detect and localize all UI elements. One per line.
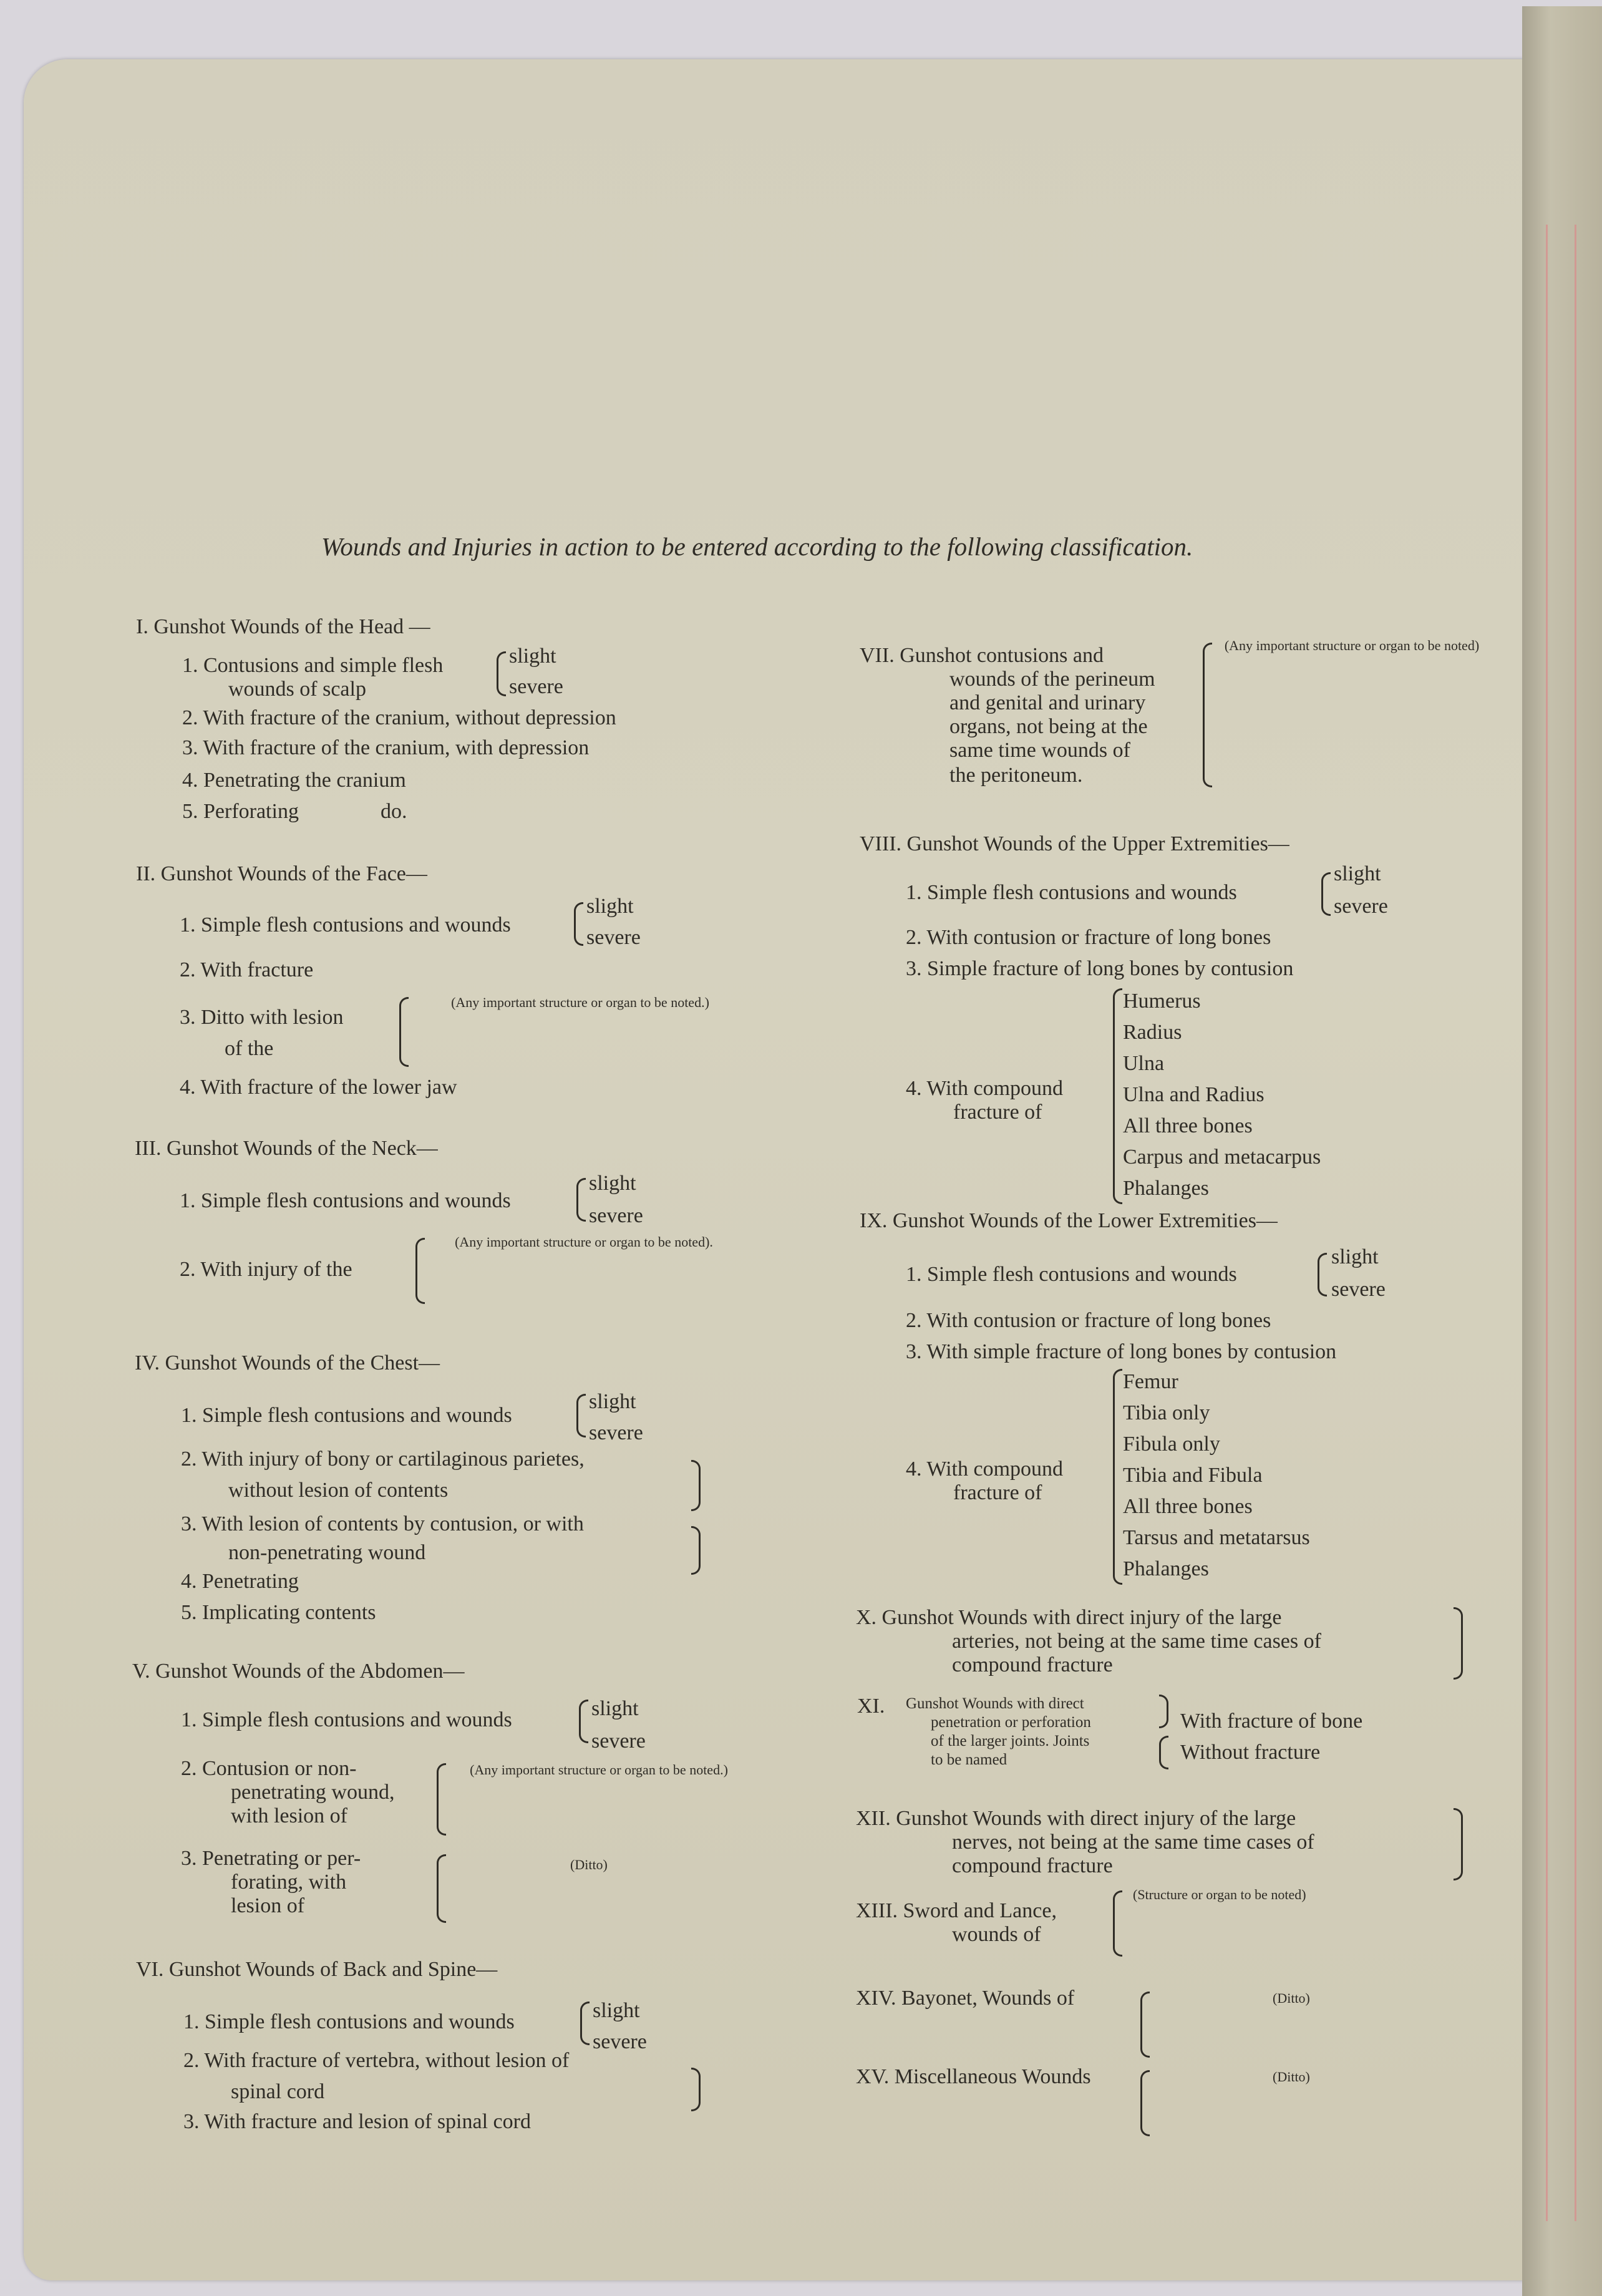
brace xyxy=(437,1854,446,1923)
s1-item-5: 5. Perforating xyxy=(182,800,299,823)
s2-note: (Any important structure or organ to be noted.) xyxy=(451,995,709,1010)
s15-note: (Ditto) xyxy=(1273,2069,1310,2084)
s5-item-2-cont2: with lesion of xyxy=(231,1804,347,1827)
s2-slight: slight xyxy=(586,895,634,918)
s6-item-3: 3. With fracture and lesion of spinal cord xyxy=(183,2110,531,2133)
brace xyxy=(1321,872,1331,916)
section-5-title: V. Gunshot Wounds of the Abdomen— xyxy=(132,1660,465,1683)
section-2-title: II. Gunshot Wounds of the Face— xyxy=(136,862,427,885)
s14-note: (Ditto) xyxy=(1273,1990,1310,2006)
s3-item-2: 2. With injury of the xyxy=(180,1258,352,1281)
page-edge xyxy=(1522,6,1602,2296)
s8-item-2: 2. With contusion or fracture of long bones xyxy=(906,926,1271,949)
s11-line-3: of the larger joints. Joints xyxy=(931,1733,1090,1749)
s8-slight: slight xyxy=(1334,862,1381,885)
s8-item-4-cont: fracture of xyxy=(953,1101,1042,1124)
s6-item-2-cont: spinal cord xyxy=(231,2080,325,2103)
section-3-title: III. Gunshot Wounds of the Neck— xyxy=(135,1137,438,1160)
upper-bone-5: All three bones xyxy=(1123,1114,1253,1137)
upper-bone-3: Ulna xyxy=(1123,1052,1165,1075)
s7-line-3: and genital and urinary xyxy=(949,691,1146,714)
s9-item-4: 4. With compound xyxy=(906,1457,1064,1481)
s4-item-2: 2. With injury of bony or cartilaginous parietes, xyxy=(181,1447,585,1471)
section-12-title: XII. Gunshot Wounds with direct injury of the large xyxy=(856,1807,1296,1830)
s11-line-1: Gunshot Wounds with direct xyxy=(906,1695,1084,1712)
s5-severe: severe xyxy=(591,1729,646,1753)
s9-item-3: 3. With simple fracture of long bones by contusion xyxy=(906,1340,1337,1363)
s9-slight: slight xyxy=(1331,1245,1379,1268)
s11-line-4: to be named xyxy=(931,1751,1007,1768)
s2-item-3-cont: of the xyxy=(225,1037,274,1060)
s5-item-2: 2. Contusion or non- xyxy=(181,1757,357,1780)
s8-item-4: 4. With compound xyxy=(906,1077,1064,1100)
s2-item-4: 4. With fracture of the lower jaw xyxy=(180,1076,457,1099)
brace xyxy=(1113,988,1122,1204)
s9-item-2: 2. With contusion or fracture of long bones xyxy=(906,1309,1271,1332)
lower-bone-3: Fibula only xyxy=(1123,1433,1220,1456)
section-6-title: VI. Gunshot Wounds of Back and Spine— xyxy=(136,1958,498,1981)
s1-item-5-do: do. xyxy=(381,800,407,823)
upper-bone-2: Radius xyxy=(1123,1021,1182,1044)
s8-severe: severe xyxy=(1334,895,1388,918)
lower-bone-2: Tibia only xyxy=(1123,1401,1210,1424)
s7-line-5: same time wounds of xyxy=(949,739,1130,762)
s4-item-2-cont: without lesion of contents xyxy=(228,1479,449,1502)
s3-note: (Any important structure or organ to be noted). xyxy=(455,1234,713,1250)
s11-with: With fracture of bone xyxy=(1180,1710,1363,1733)
s10-line-3: compound fracture xyxy=(952,1653,1113,1676)
upper-bone-4: Ulna and Radius xyxy=(1123,1083,1265,1106)
brace xyxy=(1159,1736,1168,1769)
s3-slight: slight xyxy=(589,1172,636,1195)
lower-bone-7: Phalanges xyxy=(1123,1557,1209,1580)
s5-item-1: 1. Simple flesh contusions and wounds xyxy=(181,1708,512,1731)
s4-item-3: 3. With lesion of contents by contusion, or with xyxy=(181,1512,584,1535)
s11-without: Without fracture xyxy=(1180,1741,1321,1764)
s3-item-1: 1. Simple flesh contusions and wounds xyxy=(180,1189,511,1212)
s6-item-2: 2. With fracture of vertebra, without lesion of xyxy=(183,2049,570,2072)
section-7-title: VII. Gunshot contusions and xyxy=(860,644,1104,667)
s4-item-4: 4. Penetrating xyxy=(181,1570,299,1593)
s4-item-5: 5. Implicating contents xyxy=(181,1601,376,1624)
brace xyxy=(1140,1992,1150,2058)
s8-item-1: 1. Simple flesh contusions and wounds xyxy=(906,881,1237,904)
brace xyxy=(691,1460,701,1511)
s7-line-4: organs, not being at the xyxy=(949,715,1148,738)
s2-item-1: 1. Simple flesh contusions and wounds xyxy=(180,913,511,936)
s1-item-3: 3. With fracture of the cranium, with depression xyxy=(182,736,590,759)
s8-item-3: 3. Simple fracture of long bones by contusion xyxy=(906,957,1294,980)
s4-severe: severe xyxy=(589,1421,643,1444)
s7-line-2: wounds of the perineum xyxy=(949,668,1155,691)
s1-severe: severe xyxy=(509,675,563,698)
brace xyxy=(415,1238,425,1304)
s4-item-1: 1. Simple flesh contusions and wounds xyxy=(181,1404,512,1427)
section-10-title: X. Gunshot Wounds with direct injury of the large xyxy=(856,1606,1282,1629)
upper-bone-7: Phalanges xyxy=(1123,1177,1209,1200)
brace xyxy=(576,1394,586,1437)
s1-item-2: 2. With fracture of the cranium, without depression xyxy=(182,706,616,729)
s4-slight: slight xyxy=(589,1390,636,1413)
brace xyxy=(1454,1808,1463,1880)
brace xyxy=(1140,2070,1150,2136)
s1-item-1: 1. Contusions and simple flesh xyxy=(182,654,444,677)
lower-bone-6: Tarsus and metatarsus xyxy=(1123,1526,1310,1549)
s2-item-3: 3. Ditto with lesion xyxy=(180,1006,344,1029)
s10-line-2: arteries, not being at the same time cases of xyxy=(952,1630,1321,1653)
heading: Wounds and Injuries in action to be entered according to the following classification. xyxy=(321,532,1193,561)
s5-item-3: 3. Penetrating or per- xyxy=(181,1847,361,1870)
s12-line-3: compound fracture xyxy=(952,1854,1113,1877)
s7-line-6: the peritoneum. xyxy=(949,764,1083,787)
upper-bone-6: Carpus and metacarpus xyxy=(1123,1146,1321,1169)
s5-item-3-cont2: lesion of xyxy=(231,1894,305,1917)
s1-item-4: 4. Penetrating the cranium xyxy=(182,769,406,792)
s5-item-3-cont: forating, with xyxy=(231,1870,347,1894)
brace xyxy=(579,1700,588,1743)
s2-item-2: 2. With fracture xyxy=(180,958,314,981)
brace xyxy=(1113,1369,1122,1585)
section-15-title: XV. Miscellaneous Wounds xyxy=(856,2065,1091,2088)
section-11-numeral: XI. xyxy=(857,1695,885,1718)
s9-item-4-cont: fracture of xyxy=(953,1481,1042,1504)
s1-slight: slight xyxy=(509,645,556,668)
s3-severe: severe xyxy=(589,1204,643,1227)
s7-note: (Any important structure or organ to be noted) xyxy=(1224,638,1480,653)
section-13-title: XIII. Sword and Lance, xyxy=(856,1899,1057,1922)
section-4-title: IV. Gunshot Wounds of the Chest— xyxy=(135,1351,440,1374)
s9-severe: severe xyxy=(1331,1278,1386,1301)
s6-item-1: 1. Simple flesh contusions and wounds xyxy=(183,2010,515,2033)
brace xyxy=(497,651,506,696)
s5-note-ditto: (Ditto) xyxy=(570,1857,608,1872)
section-9-title: IX. Gunshot Wounds of the Lower Extremities— xyxy=(860,1209,1278,1232)
brace xyxy=(1113,1890,1122,1957)
brace xyxy=(574,902,583,946)
brace xyxy=(1318,1253,1327,1296)
brace xyxy=(691,1526,701,1575)
section-8-title: VIII. Gunshot Wounds of the Upper Extremities— xyxy=(860,832,1289,855)
brace xyxy=(1203,643,1212,787)
s11-line-2: penetration or perforation xyxy=(931,1714,1091,1731)
s6-severe: severe xyxy=(593,2030,647,2053)
s1-item-1-cont: wounds of scalp xyxy=(228,678,366,701)
brace xyxy=(576,1178,586,1222)
s5-item-2-cont: penetrating wound, xyxy=(231,1781,395,1804)
document-page xyxy=(24,59,1546,2280)
brace xyxy=(399,997,409,1067)
brace xyxy=(1159,1695,1168,1728)
margin-rule xyxy=(1546,225,1548,2221)
brace xyxy=(437,1763,446,1836)
section-14-title: XIV. Bayonet, Wounds of xyxy=(856,1987,1075,2010)
upper-bone-1: Humerus xyxy=(1123,990,1201,1013)
s13-note: (Structure or organ to be noted) xyxy=(1133,1887,1306,1902)
margin-rule xyxy=(1575,225,1576,2221)
brace xyxy=(1454,1607,1463,1680)
section-1-title: I. Gunshot Wounds of the Head — xyxy=(136,615,430,638)
s5-slight: slight xyxy=(591,1697,639,1720)
s4-item-3-cont: non-penetrating wound xyxy=(228,1541,426,1564)
brace xyxy=(691,2068,701,2111)
s9-item-1: 1. Simple flesh contusions and wounds xyxy=(906,1263,1237,1286)
s6-slight: slight xyxy=(593,1999,640,2022)
lower-bone-5: All three bones xyxy=(1123,1495,1253,1518)
s2-severe: severe xyxy=(586,926,641,949)
lower-bone-4: Tibia and Fibula xyxy=(1123,1464,1263,1487)
brace xyxy=(580,2002,590,2045)
s13-line-2: wounds of xyxy=(952,1923,1041,1946)
lower-bone-1: Femur xyxy=(1123,1370,1178,1393)
s5-note: (Any important structure or organ to be noted.) xyxy=(470,1762,728,1778)
s12-line-2: nerves, not being at the same time cases of xyxy=(952,1831,1314,1854)
